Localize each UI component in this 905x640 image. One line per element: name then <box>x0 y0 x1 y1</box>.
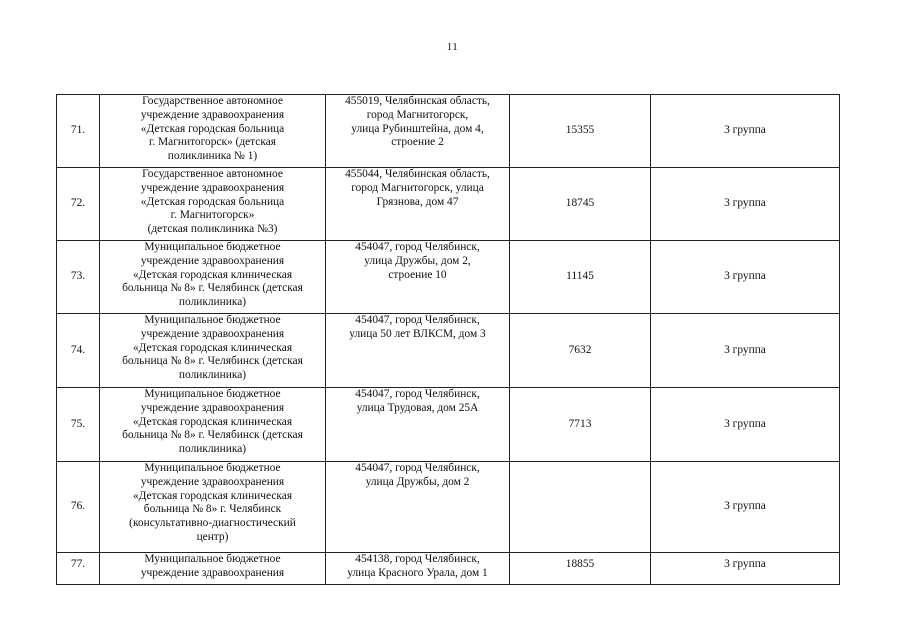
facility-address: 454047, город Челябинск, улица Трудовая, дом 25А <box>326 388 510 462</box>
table-row <box>57 314 840 388</box>
facility-address: 454047, город Челябинск, улица Дружбы, дом 2 <box>326 462 510 553</box>
facility-quantity: 7632 <box>510 314 651 388</box>
row-number: 74. <box>57 314 100 388</box>
facility-quantity: 7713 <box>510 388 651 462</box>
table-row <box>57 95 840 168</box>
page-number: 11 <box>446 41 459 53</box>
facility-group: 3 группа <box>651 553 840 585</box>
facility-quantity: 11145 <box>510 241 651 314</box>
facilities-table <box>56 94 840 585</box>
row-number: 71. <box>57 95 100 168</box>
table-row <box>57 168 840 241</box>
facility-address: 454047, город Челябинск, улица Дружбы, дом 2, строение 10 <box>326 241 510 314</box>
facility-name: Муниципальное бюджетное учреждение здравоохранения «Детская городская клиническая больница № 8» г. Челябинск (детская поликлиника) <box>100 241 326 314</box>
row-number: 76. <box>57 462 100 553</box>
row-number: 72. <box>57 168 100 241</box>
table-row <box>57 462 840 553</box>
facility-name: Муниципальное бюджетное учреждение здравоохранения <box>100 553 326 585</box>
facility-name: Государственное автономное учреждение здравоохранения «Детская городская больница г. Магнитогорск» (детская поликлиника № 1) <box>100 95 326 168</box>
table-row <box>57 553 840 585</box>
facility-address: 454047, город Челябинск, улица 50 лет ВЛКСМ, дом 3 <box>326 314 510 388</box>
table-row <box>57 241 840 314</box>
facility-address: 455044, Челябинская область, город Магнитогорск, улица Грязнова, дом 47 <box>326 168 510 241</box>
facility-quantity: 15355 <box>510 95 651 168</box>
facility-group: 3 группа <box>651 95 840 168</box>
facility-name: Муниципальное бюджетное учреждение здравоохранения «Детская городская клиническая больница № 8» г. Челябинск (консультативно-диагностический центр) <box>100 462 326 553</box>
facility-quantity: 18745 <box>510 168 651 241</box>
row-number: 75. <box>57 388 100 462</box>
facility-group: 3 группа <box>651 168 840 241</box>
facility-quantity <box>510 462 651 553</box>
facility-address: 455019, Челябинская область, город Магнитогорск, улица Рубинштейна, дом 4, строение 2 <box>326 95 510 168</box>
facility-address: 454138, город Челябинск, улица Красного Урала, дом 1 <box>326 553 510 585</box>
facility-quantity: 18855 <box>510 553 651 585</box>
facility-name: Муниципальное бюджетное учреждение здравоохранения «Детская городская клиническая больница № 8» г. Челябинск (детская поликлиника) <box>100 388 326 462</box>
facility-name: Государственное автономное учреждение здравоохранения «Детская городская больница г. Магнитогорск» (детская поликлиника №3) <box>100 168 326 241</box>
facility-group: 3 группа <box>651 462 840 553</box>
table-row <box>57 388 840 462</box>
facility-group: 3 группа <box>651 241 840 314</box>
facility-name: Муниципальное бюджетное учреждение здравоохранения «Детская городская клиническая больница № 8» г. Челябинск (детская поликлиника) <box>100 314 326 388</box>
row-number: 77. <box>57 553 100 585</box>
facility-group: 3 группа <box>651 314 840 388</box>
facility-group: 3 группа <box>651 388 840 462</box>
row-number: 73. <box>57 241 100 314</box>
